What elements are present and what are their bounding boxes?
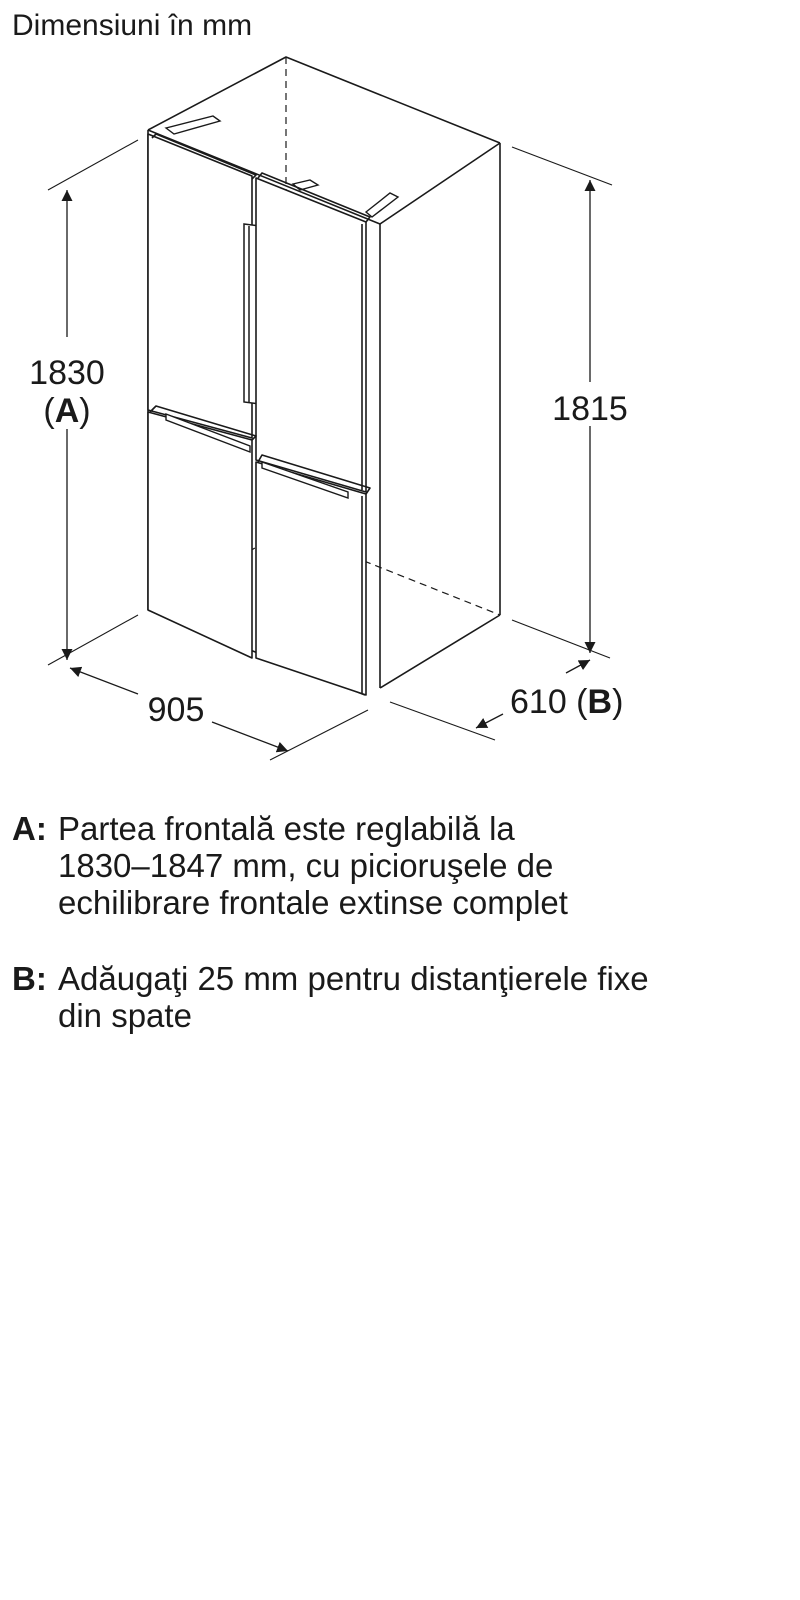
depth-dimension-line-a [476,714,503,728]
width-dimension-line-a [70,668,138,694]
upper-left-door [148,134,256,438]
note-a-line-1: Partea frontală este reglabilă la [58,810,515,847]
depth-value: 610 [510,683,567,721]
fridge-dimension-drawing [0,0,800,780]
width-dimension-line-b [212,722,288,751]
note-a-key: A: [12,810,47,847]
height-front-ref-letter: A [54,392,80,430]
depth-label: 610 (B) [510,683,624,721]
lower-right-drawer [256,455,370,695]
note-b-key: B: [12,960,47,997]
note-b [12,960,649,1034]
upper-right-door [256,173,370,492]
note-b-line-2: din spate [58,997,192,1034]
note-a-line-3: echilibrare frontale extinse complet [58,884,568,921]
note-a-line-2: 1830–1847 mm, cu picioruşele de [58,847,554,884]
note-a [12,810,568,921]
depth-ref-letter: B [587,683,613,721]
height-front-value: 1830 [29,354,105,392]
note-b-line-1: Adăugaţi 25 mm pentru distanţierele fixe [58,960,649,997]
height-back-value: 1815 [552,390,628,428]
depth-dimension-line-b [566,660,590,673]
width-value: 905 [147,691,205,729]
page-title: Dimensiuni în mm [12,9,253,42]
height-front-ref: (A) [43,392,91,430]
